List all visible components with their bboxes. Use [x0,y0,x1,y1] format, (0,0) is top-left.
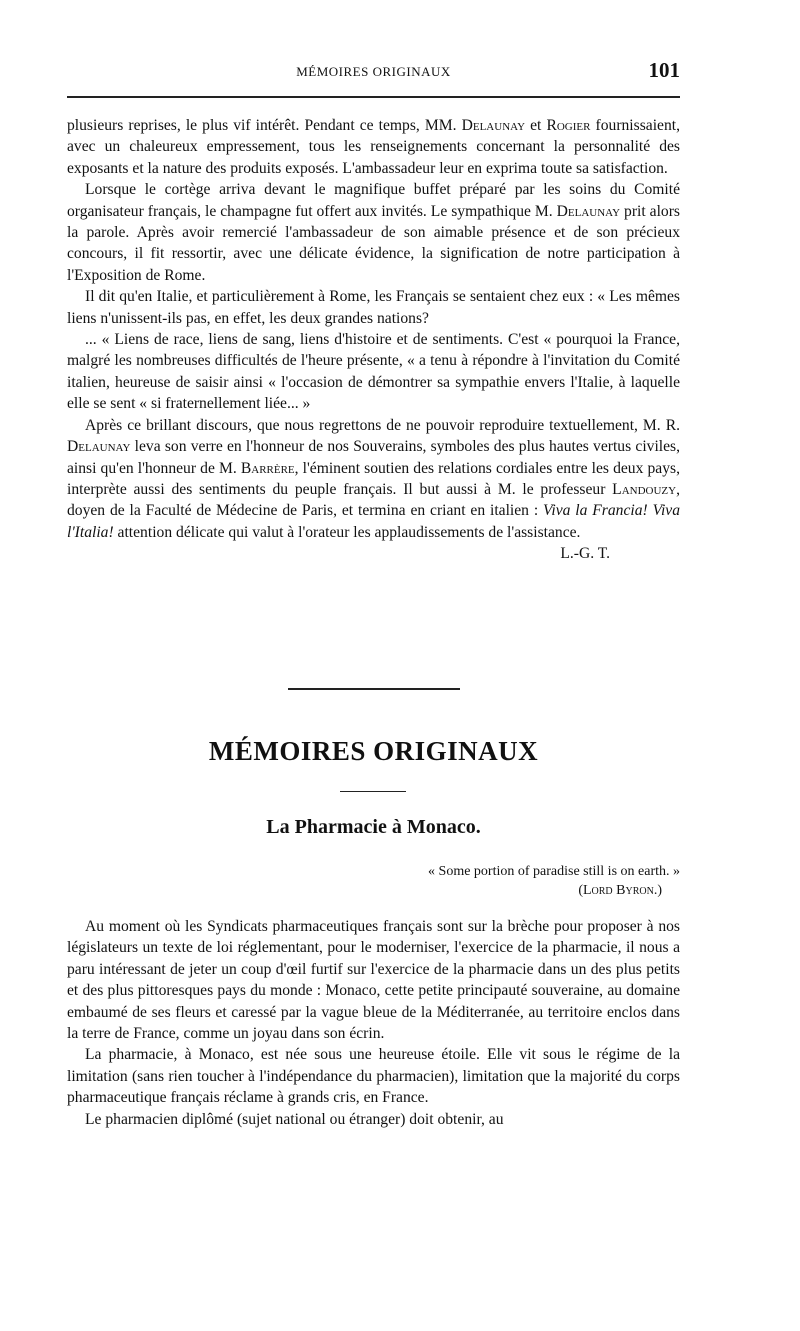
page-number: 101 [648,58,680,82]
person-name: Delaunay [67,438,131,456]
italian-toast: Viva la Francia! Viva l'Italia! [67,502,680,541]
epigraph-quote: « Some portion of paradise still is on earth. » [428,864,680,879]
author-signature: L.-G. T. [560,545,610,563]
report-paragraph-2: Lorsque le cortège arriva devant le magnifique buffet préparé par les soins du Comité organisateur français, le champagne fut offert aux invités. Le sympathique M. Delaunay prit alors la parole. Après avoir remercié l'ambassadeur de son aimable présence et de son précieux concours, il fit ressortir, avec une délicate évidence, la signification de notre participation à l'Exposition de Rome. [67,181,680,284]
article-text [67,916,680,1130]
report-paragraph-3: Il dit qu'en Italie, et particulièrement à Rome, les Français se sentaient chez eux : « Les mêmes liens n'unissent-ils pas, en effet, les deux grandes nations? [67,288,680,327]
running-title: MÉMOIRES ORIGINAUX [296,64,451,79]
report-paragraph-4: ... « Liens de race, liens de sang, liens d'histoire et de sentiments. C'est « pourquoi la France, malgré les nombreuses difficultés de l'heure présente, « a tenu à répondre à l'invitation du Comité italien, heureuse de saisir ainsi « l'occasion de démontrer sa sympathie envers l'Italie, à laquelle elle se sent « si fraternellement liée... » [67,331,680,413]
article-paragraph-1: Au moment où les Syndicats pharmaceutiques français sont sur la brèche pour proposer à nos législateurs un texte de loi réglementant, pour le moderniser, l'exercice de la pharmacie, il nous a paru intéressant de jeter un coup d'œil furtif sur l'exercice de la pharmacie dans un des plus petits et des plus pittoresques pays du monde : Monaco, cette petite principauté souveraine, au domaine embaumé de ses fleurs et caressé par la vague bleue de la Méditerranée, au territoire enclos dans la terre de France, comme un joyau dans son écrin. [67,918,680,1043]
article-paragraph-3: Le pharmacien diplômé (sujet national ou étranger) doit obtenir, au [85,1110,504,1128]
title-rule [340,791,406,792]
epigraph-source: (Lord Byron.) [578,883,662,898]
article-paragraph-2: La pharmacie, à Monaco, est née sous une heureuse étoile. Elle vit sous le régime de la limitation (sans rien toucher à l'indépendance du pharmacien), limitation que la majorité du corps pharmaceutique français réclame à grands cris, en France. [67,1046,680,1107]
section-separator [288,688,460,690]
section-title: MÉMOIRES ORIGINAUX [208,736,539,766]
header-rule [67,96,680,98]
running-head [67,58,680,88]
person-name: Barrère [240,459,295,477]
person-name: Landouzy [612,480,677,498]
report-paragraph-5: Après ce brillant discours, que nous regrettons de ne pouvoir reproduire textuellement, M. R. Delaunay leva son verre en l'honneur de nos Souverains, symboles des plus hautes vertus civiles, ainsi qu'en l'honneur de M. Barrère, l'éminent soutien des relations cordiales entre les deux pays, interprète aussi des sentiments du peuple français. Il but aussi à M. le professeur Landouzy, doyen de la Faculté de Médecine de Paris, et termina en criant en italien : Viva la Francia! Viva l'Italia! attention délicate qui valut à l'orateur les applaudissements de l'assistance. L.-G. T. [67,415,680,543]
person-name: Delaunay [461,117,526,134]
epigraph [320,862,680,900]
report-paragraph-1: plusieurs reprises, le plus vif intérêt. Pendant ce temps, MM. Delaunay et Rogier fournissaient, avec un chaleureux empressement, tous les renseignements concernant la personnalité des exposants et la nature des produits exposés. L'ambassadeur leur en exprima toute sa satisfaction. [67,117,680,177]
report-text [67,115,680,565]
person-name: Delaunay [556,202,621,220]
person-name: Rogier [546,117,591,134]
article-title: La Pharmacie à Monaco. [266,816,481,838]
